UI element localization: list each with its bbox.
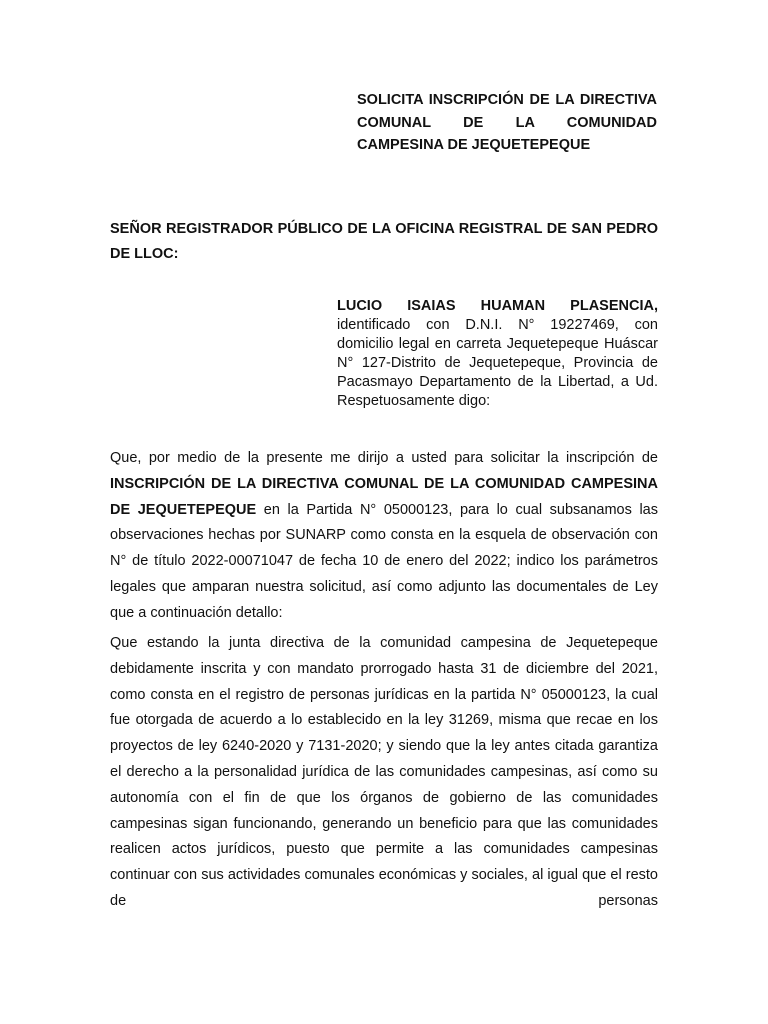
paragraph-request bbox=[110, 446, 658, 627]
document-addressee: SEÑOR REGISTRADOR PÚBLICO DE LA OFICINA REGISTRAL DE SAN PEDRO DE LLOC: bbox=[110, 221, 658, 262]
petitioner-block bbox=[337, 297, 658, 411]
paragraph-request-rest: en la Partida N° 05000123, para lo cual subsanamos las observaciones hechas por SUNARP como consta en la esquela de observación con N° de título 2022-00071047 de fecha 10 de enero del 2022; indico los parámetros legales que amparan nuestra solicitud, así como adjunto las documentales de Ley que a continuación detallo: bbox=[110, 501, 658, 621]
paragraph-request-bold: INSCRIPCIÓN DE LA DIRECTIVA COMUNAL DE LA COMUNIDAD CAMPESINA DE JEQUETEPEQUE bbox=[110, 475, 658, 518]
paragraph-grounds: Que estando la junta directiva de la comunidad campesina de Jequetepeque debidamente inscrita y con mandato prorrogado hasta 31 de diciembre del 2021, como consta en el registro de personas jurídicas en la partida N° 05000123, la cual fue otorgada de acuerdo a lo establecido en la ley 31269, misma que recae en los proyectos de ley 6240-2020 y 7131-2020; y siendo que la ley antes citada garantiza el derecho a la personalidad jurídica de las comunidades campesinas, así como su autonomía con el fin de que los órganos de gobierno de las comunidades campesinas sigan funcionando, generando un beneficio para que las comunidades realicen actos jurídicos, puesto que permite a las comunidades campesinas continuar con sus actividades comunales económicas y sociales, al igual que el resto de personas bbox=[110, 635, 658, 909]
petitioner-details: identificado con D.N.I. N° 19227469, con domicilio legal en carreta Jequetepeque Huáscar N° 127-Distrito de Jequetepeque, Provincia de Pacasmayo Departamento de la Libertad, a Ud. Respetuosamente digo: bbox=[337, 317, 658, 409]
document-subject: SOLICITA INSCRIPCIÓN DE LA DIRECTIVA COMUNAL DE LA COMUNIDAD CAMPESINA DE JEQUETEPEQUE bbox=[357, 92, 657, 153]
petitioner-name: LUCIO ISAIAS HUAMAN PLASENCIA, bbox=[337, 298, 658, 314]
paragraph-request-intro: Que, por medio de la presente me dirijo a usted para solicitar la inscripción de bbox=[110, 450, 658, 466]
